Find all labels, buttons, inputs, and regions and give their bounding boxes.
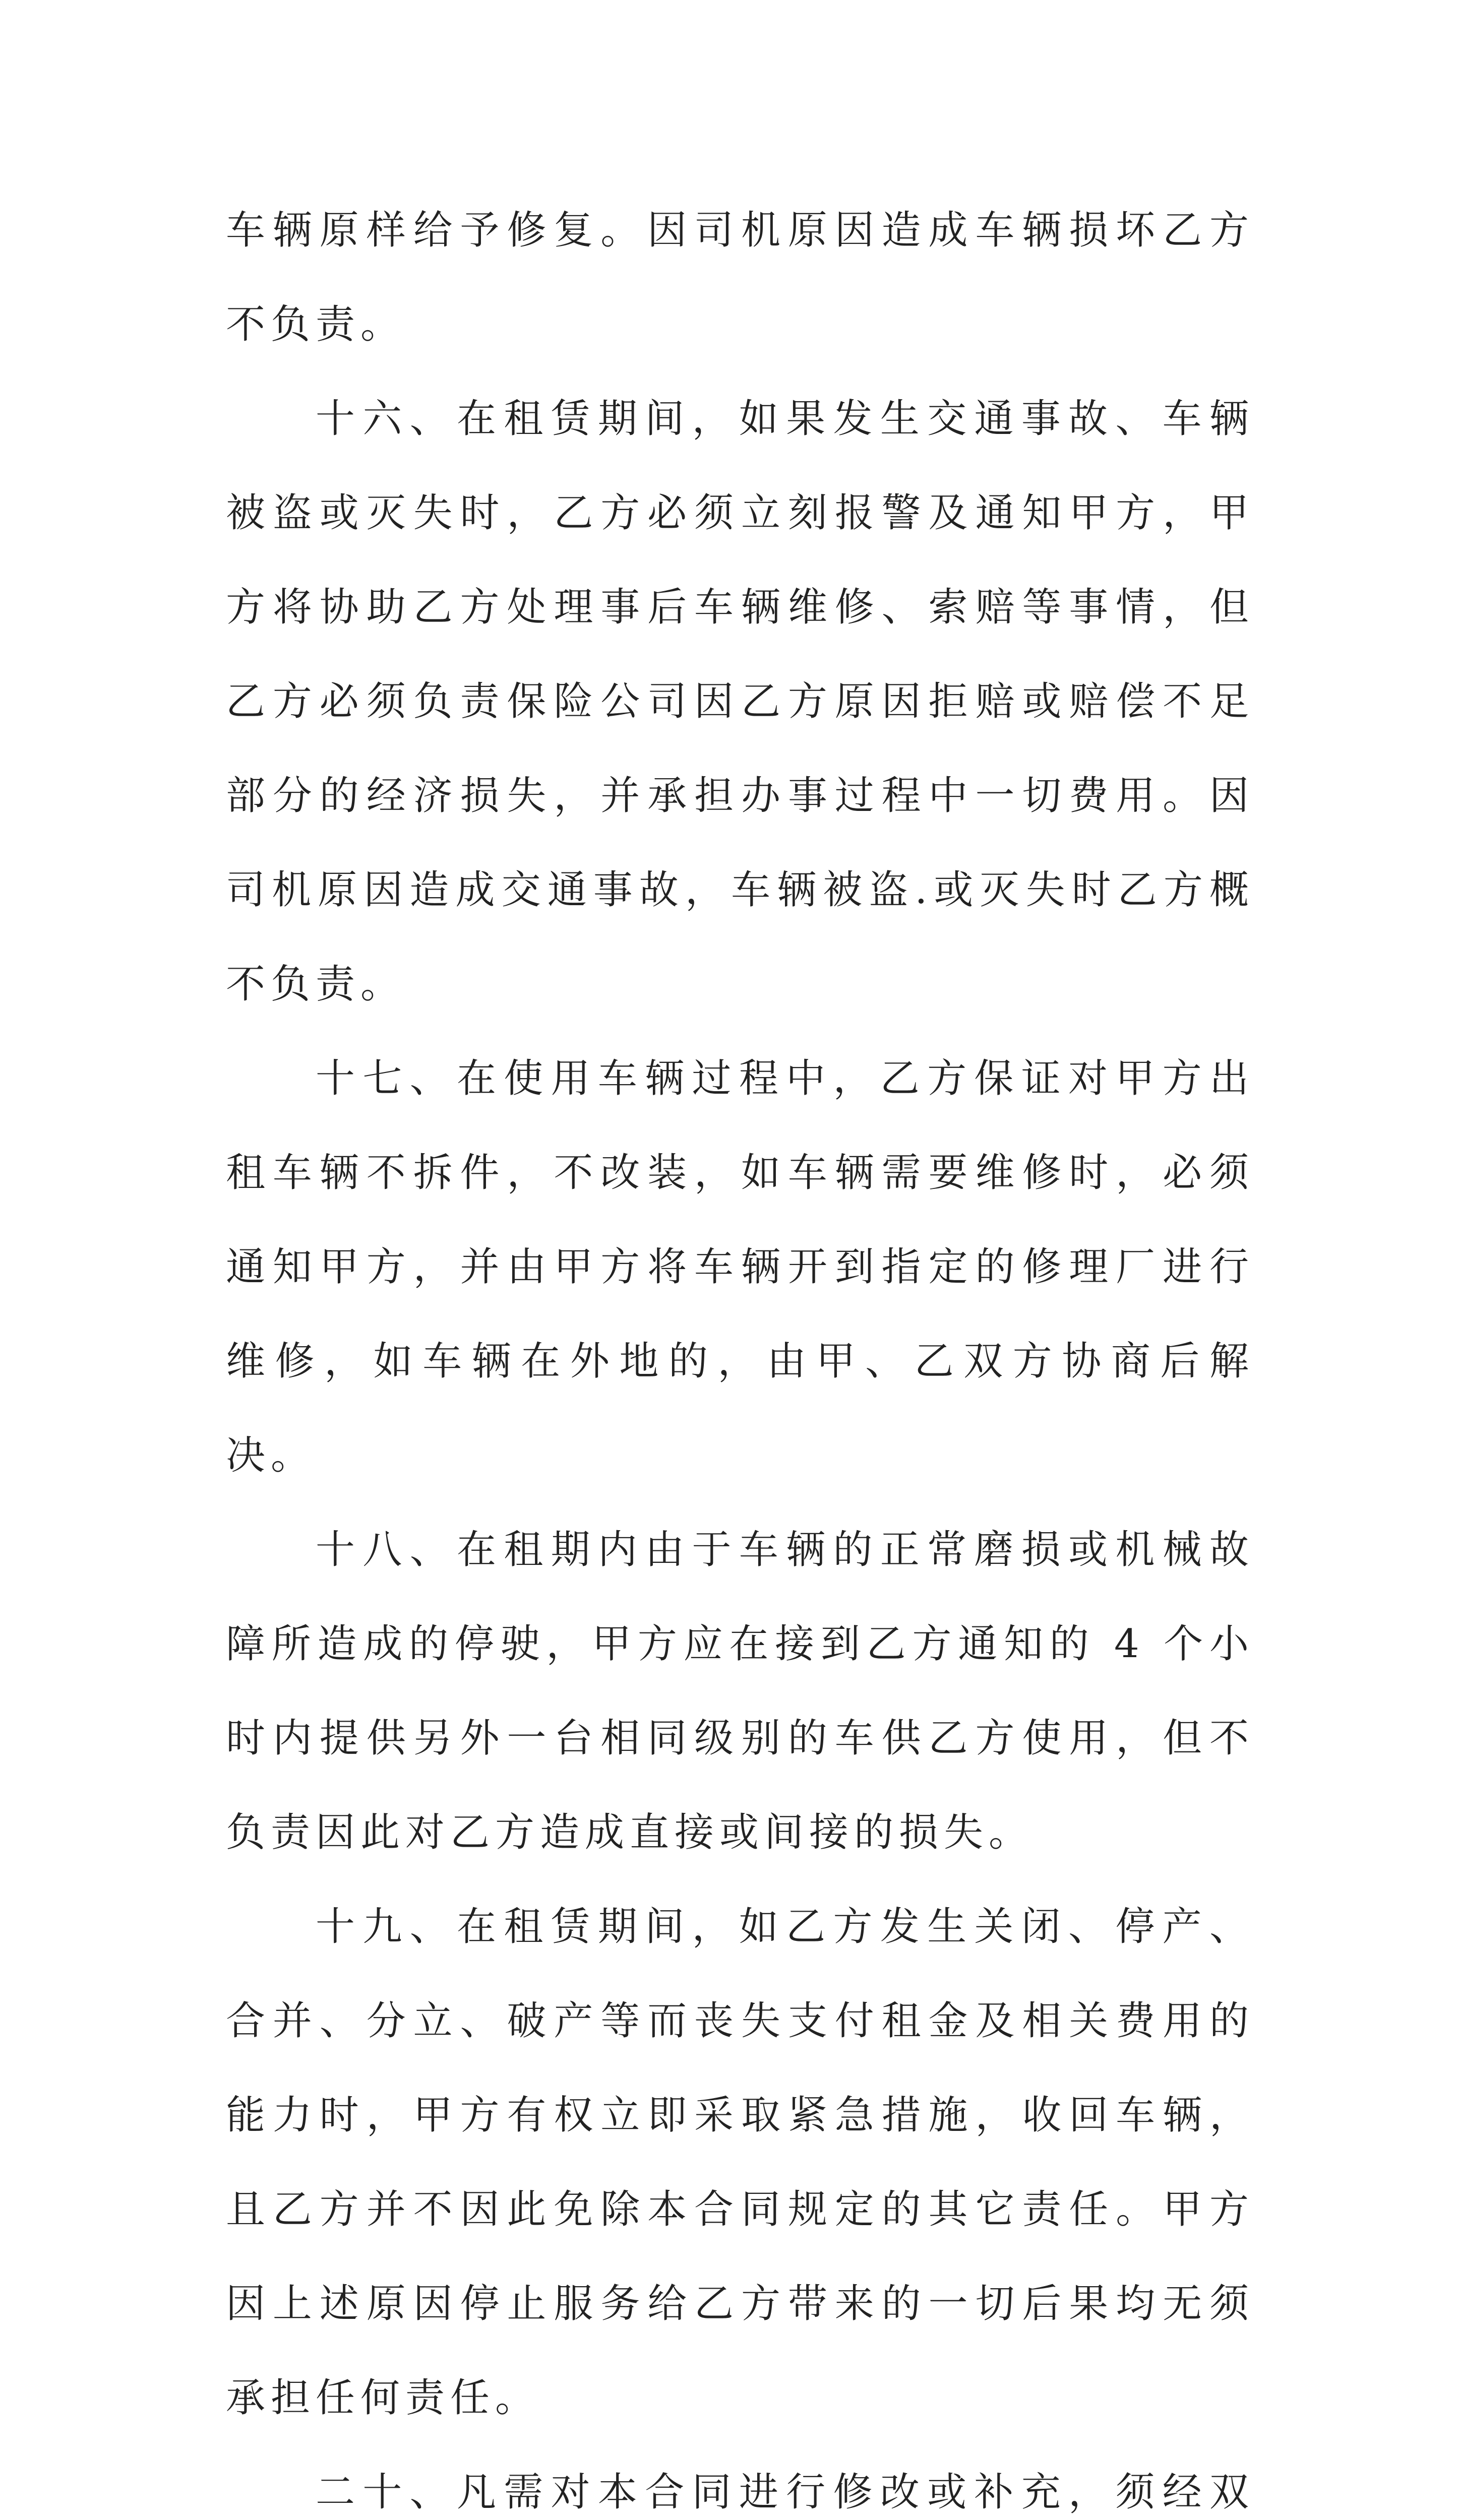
clause-19: 十九、在租赁期间，如乙方发生关闭、停产、合并、分立、破产等而丧失支付租金及相关费用的能力时，甲方有权立即采取紧急措施，收回车辆，且乙方并不因此免除本合同规定的其它责任。甲方因上述原因停止服务给乙方带来的一切后果均无须承担任何责任。 <box>226 1904 1254 2421</box>
clause-20: 二十、凡需对本合同进行修改或补充，须经双 <box>316 2470 1254 2515</box>
clause-16: 十六、在租赁期间，如果发生交通事故、车辆被盗或灭失时，乙方必须立刻报警及通知甲方，甲方将协助乙方处理事后车辆维修、索赔等事情，但乙方必须负责保险公司因乙方原因拒赔或赔偿不足部分的经济损失，并承担办事过程中一切费用。因司机原因造成交通事故，车辆被盗.或灭失时乙方概不负责。 <box>226 396 1254 1007</box>
clause-18: 十八、在租期内由于车辆的正常磨损或机械故障所造成的停驶，甲方应在接到乙方通知的 4 个小时内提供另外一台相同级别的车供乙方使用，但不负责因此对乙方造成直接或间接的损失。 <box>226 1527 1254 1855</box>
document-body <box>226 183 1254 2520</box>
paragraph-continuation: 车辆原样给予修复。因司机原因造成车辆损坏乙方不负责。 <box>226 208 1254 347</box>
clause-17: 十七、在使用车辆过程中，乙方保证对甲方出租车辆不拆件，不改装，如车辆需要维修时，必须通知甲方，并由甲方将车辆开到指定的修理厂进行维修，如车辆在外地的，由甲、乙双方协商后解决。 <box>226 1056 1254 1478</box>
